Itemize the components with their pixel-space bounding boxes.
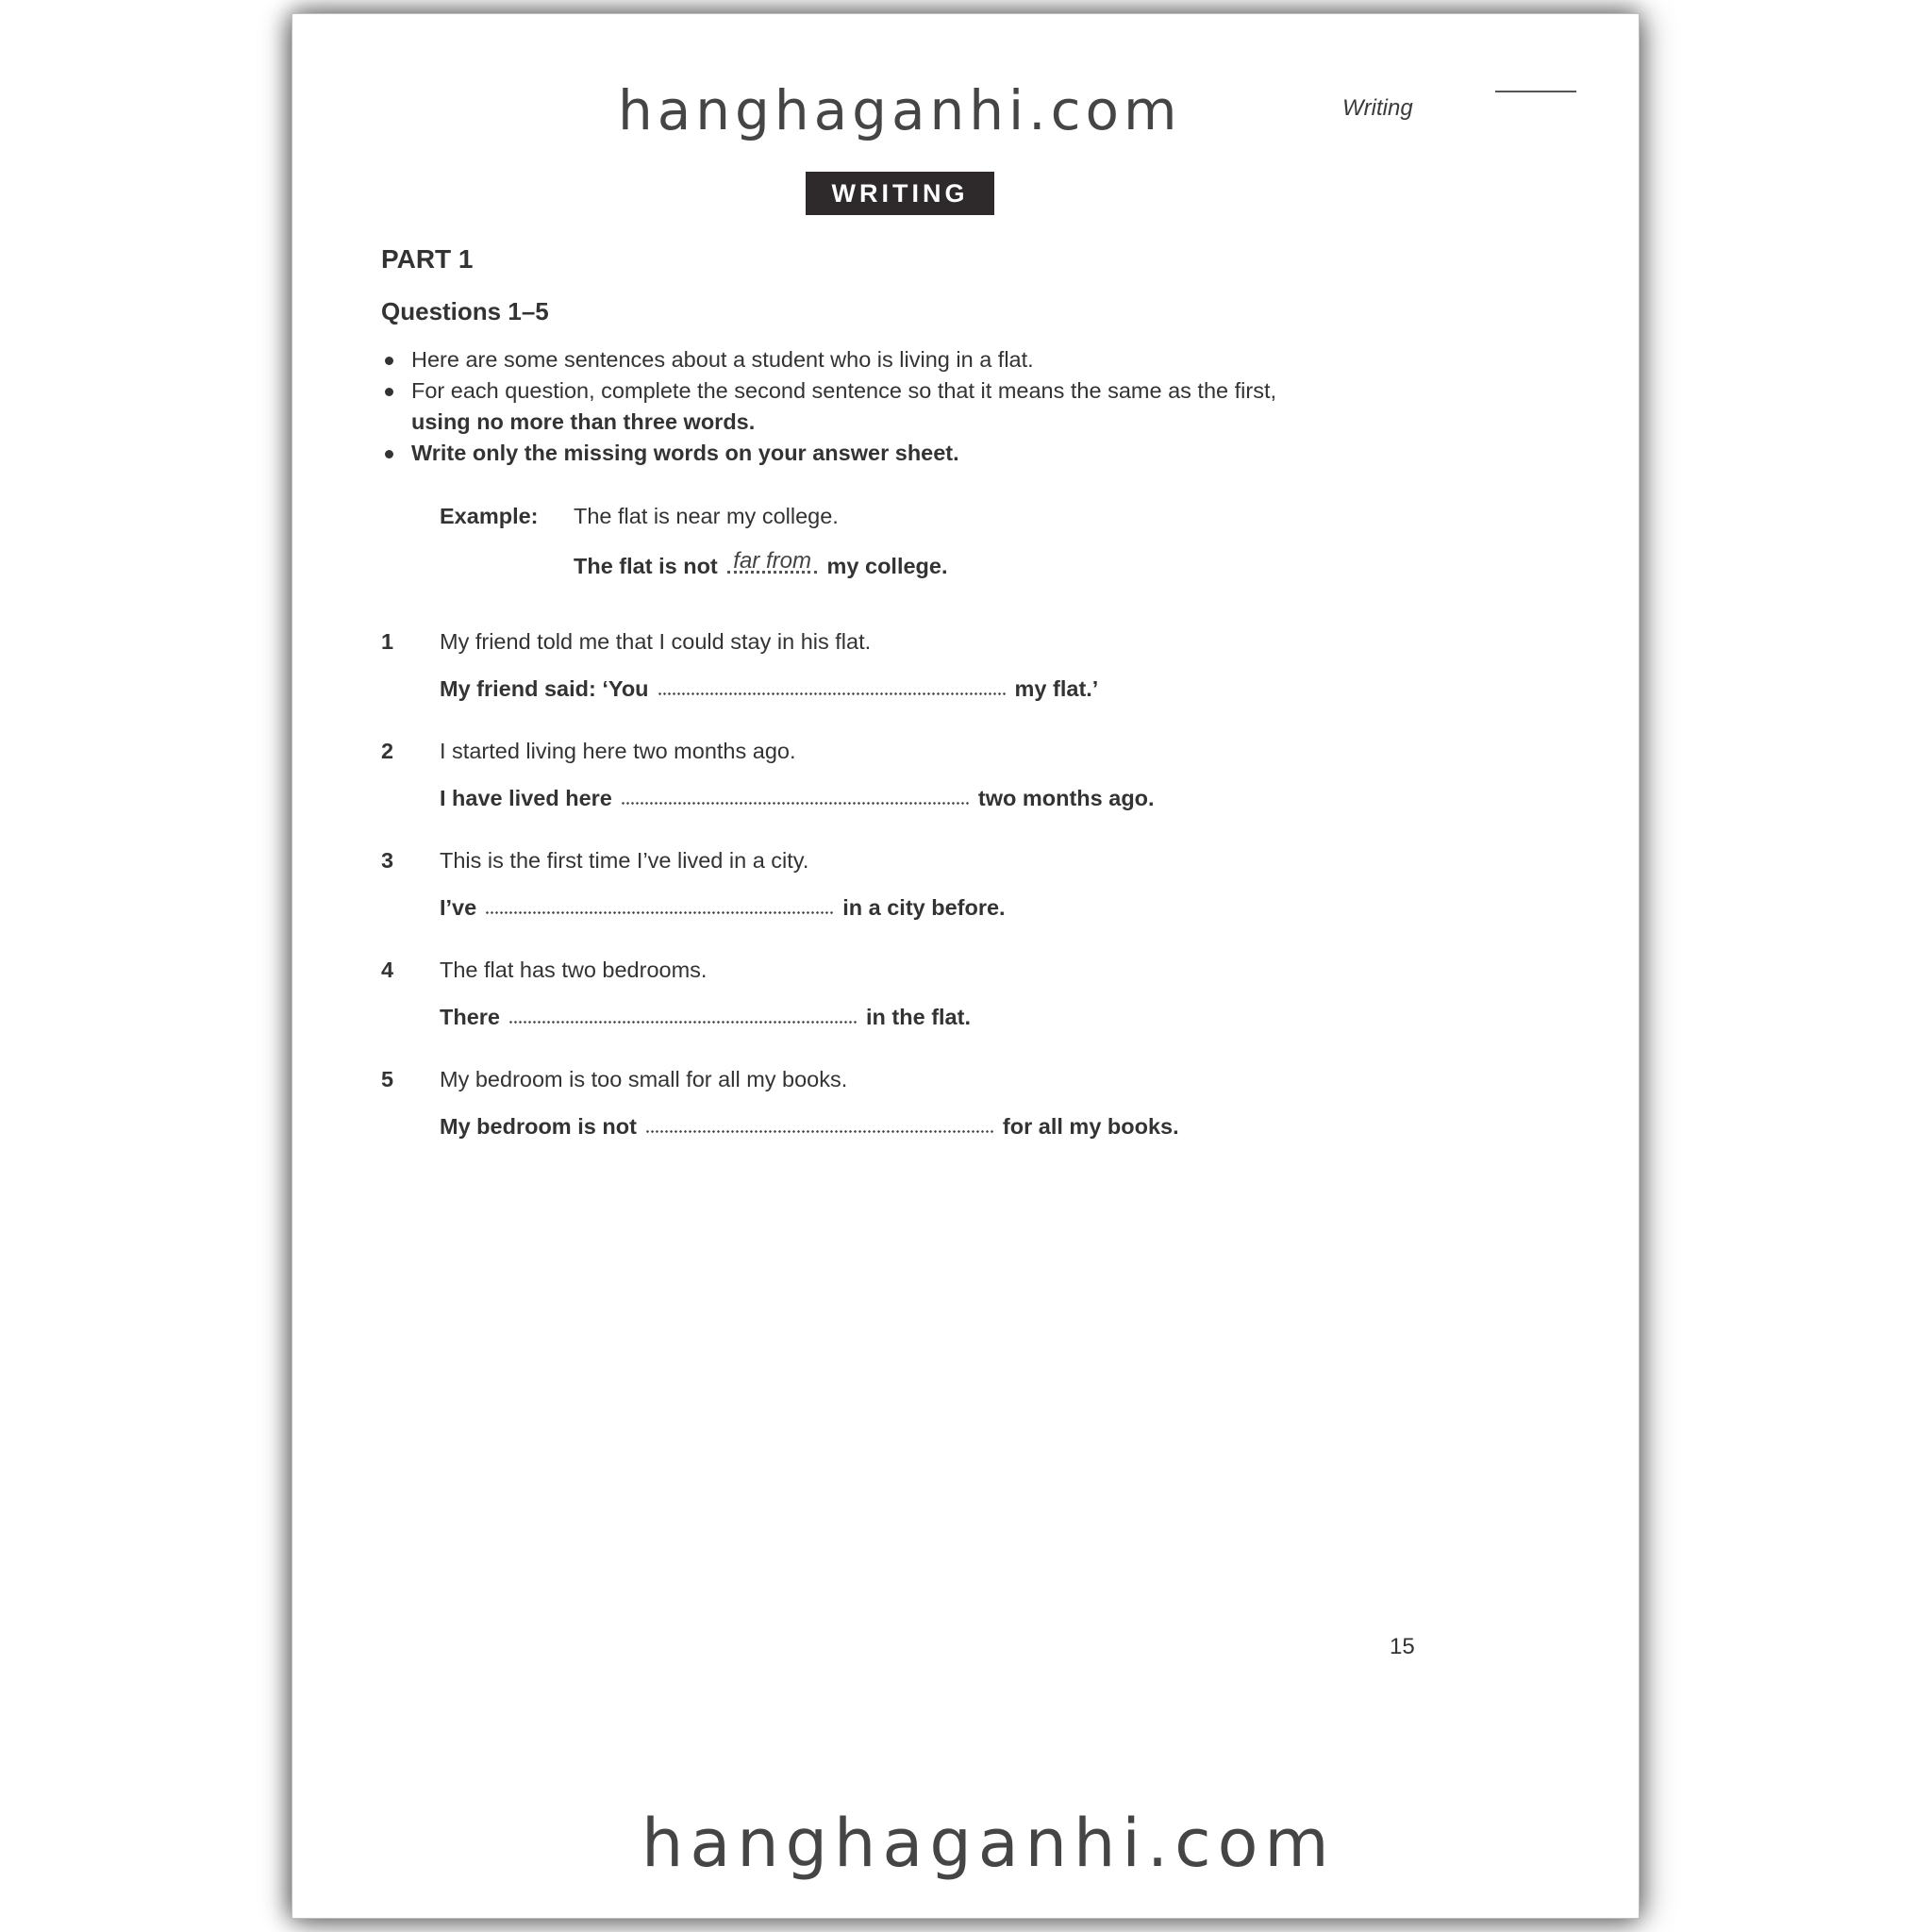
question-5: [381, 1067, 1513, 1161]
question-number: 3: [381, 848, 394, 873]
rewrite-after: for all my books.: [1002, 1114, 1179, 1139]
example-rewrite-after: my college.: [826, 554, 948, 578]
question-number: 5: [381, 1067, 394, 1091]
example-rewrite-sentence: [574, 548, 948, 579]
question-original: The flat has two bedrooms.: [440, 958, 708, 982]
instruction-text: Here are some sentences about a student who is living in a flat.: [411, 347, 1034, 372]
question-rewrite: [440, 895, 1006, 921]
instruction-text: For each question, complete the second sentence so that it means the same as the first,: [411, 378, 1277, 403]
question-rewrite: [440, 786, 1155, 811]
answer-blank[interactable]: [645, 1130, 994, 1133]
rewrite-after: two months ago.: [977, 786, 1155, 810]
question-number: 1: [381, 629, 394, 654]
instruction-item: [381, 375, 1276, 438]
question-original: My friend told me that I could stay in his flat.: [440, 629, 872, 654]
page-number: 15: [1390, 1634, 1415, 1659]
answer-blank[interactable]: [508, 1021, 858, 1024]
watermark-top: hanghaganhi.com: [618, 78, 1182, 142]
example-label: Example:: [440, 504, 539, 528]
example-answer: far from: [727, 552, 817, 574]
rewrite-before: There: [440, 1005, 500, 1029]
document-page: [292, 14, 1639, 1918]
watermark-bottom: hanghaganhi.com: [641, 1805, 1336, 1882]
example-original-sentence: The flat is near my college.: [574, 504, 839, 528]
rewrite-before: My friend said: ‘You: [440, 676, 649, 701]
section-banner-label: WRITING: [831, 178, 969, 208]
question-original: My bedroom is too small for all my books.: [440, 1067, 848, 1091]
corner-rule: [1495, 91, 1576, 92]
rewrite-after: in the flat.: [866, 1005, 971, 1029]
question-rewrite: [440, 676, 1098, 702]
question-1: [381, 629, 1513, 724]
instruction-item: [381, 438, 1276, 469]
instruction-emphasis: Write only the missing words on your answer sheet.: [411, 441, 959, 465]
answer-blank[interactable]: [621, 802, 970, 805]
question-rewrite: [440, 1005, 971, 1030]
instruction-item: [381, 344, 1276, 375]
running-head: Writing: [1342, 95, 1413, 121]
rewrite-before: I have lived here: [440, 786, 612, 810]
question-original: This is the first time I’ve lived in a city.: [440, 848, 809, 873]
rewrite-before: I’ve: [440, 895, 477, 920]
question-original: I started living here two months ago.: [440, 739, 796, 763]
section-banner: [806, 172, 994, 215]
rewrite-after: my flat.’: [1014, 676, 1099, 701]
part-title: PART 1: [381, 244, 474, 274]
answer-blank[interactable]: [485, 911, 834, 914]
question-number: 2: [381, 739, 394, 763]
rewrite-after: in a city before.: [842, 895, 1006, 920]
instructions-list: [381, 344, 1276, 469]
question-rewrite: [440, 1114, 1179, 1140]
instruction-emphasis: using no more than three words.: [411, 409, 756, 434]
answer-blank[interactable]: [658, 692, 1007, 695]
questions-range-heading: Questions 1–5: [381, 297, 549, 325]
question-3: [381, 848, 1513, 942]
example-rewrite-before: The flat is not: [574, 554, 718, 578]
question-2: [381, 739, 1513, 833]
question-number: 4: [381, 958, 394, 982]
question-4: [381, 958, 1513, 1052]
rewrite-before: My bedroom is not: [440, 1114, 637, 1139]
